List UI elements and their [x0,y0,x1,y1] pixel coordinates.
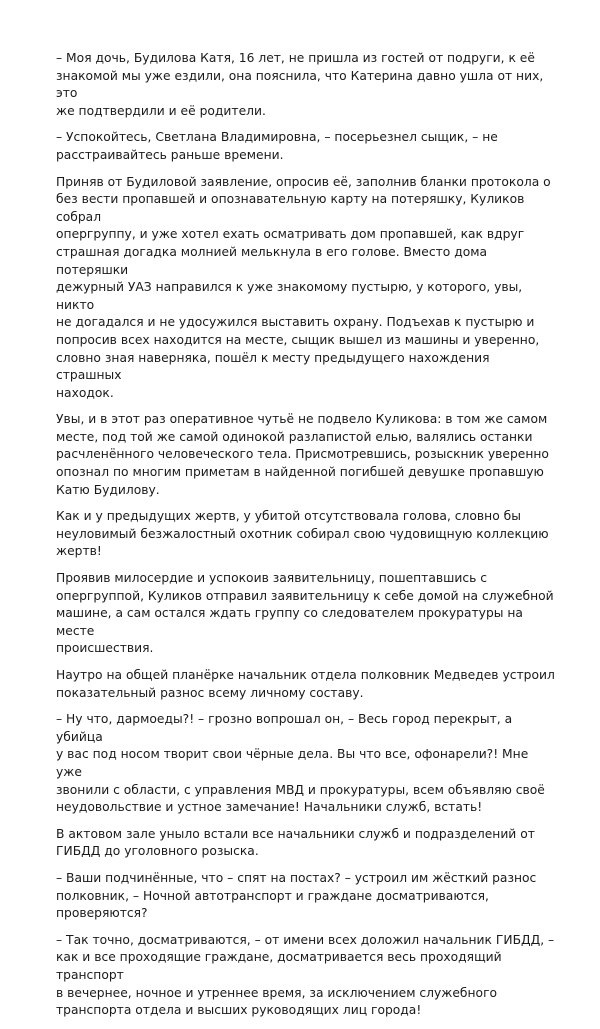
paragraph: – Ну что, дармоеды?! – грозно вопрошал он, – Весь город перекрыт, а убийца у вас под носом творит свои чёрные дела. Вы что все, офонарели?! Мне уже звонили с области, с управления МВД и прокуратуры, всем объявляю своё неудовольствие и устное замечание! Начальники служб, встать! [56,712,545,815]
paragraph: Как и у предыдущих жертв, у убитой отсутствовала голова, словно бы неуловимый безжалостный охотник собирал свою чудовищную коллекцию жертв! [56,509,549,559]
paragraph: – Так точно, досматриваются, – от имени всех доложил начальник ГИБДД, – как и все проходящие граждане, досматривается весь проходящий транспорт в вечернее, ночное и утреннее время, за исключением служебного транспорта отдела и высших руководящих лиц города! [56,932,555,1018]
paragraph: Наутро на общей планёрке начальник отдела полковник Медведев устроил показательный разнос всему личному составу. [56,668,555,700]
document-page [56,50,556,1029]
paragraph: – Моя дочь, Будилова Катя, 16 лет, не пришла из гостей от подруги, к её знакомой мы уже ездили, она пояснила, что Катерина давно ушла от них, это же подтвердили и её родители. [56,51,544,118]
paragraph: В актовом зале уныло встали все начальники служб и подразделений от ГИБДД до уголовного розыска. [56,826,535,859]
paragraph: Приняв от Будиловой заявление, опросив её, заполнив бланки протокола о без вести пропавшей и опознавательную карту на потеряшку, Куликов собрал опергруппу, и уже хотел ехать осматривать дом пропавшей, как вдруг страшная догадка молнией мелькнула в его голове. Вместо дома потеряшки дежурный УАЗ направился к уже знакомому пустырю, у которого, увы, никто не догадался и не удосужился выставить охрану. Подъехав к пустырю и попросив всех находится на месте, сыщик вышел из машины и уверенно, словно зная наверняка, пошёл к месту предыдущего нахождения страшных находок. [56,174,551,400]
paragraph: – Успокойтесь, Светлана Владимировна, – посерьезнел сыщик, – не расстраивайтесь раньше времени. [56,130,498,162]
paragraph: – Ваши подчинённые, что – спят на постах? – устроил им жёсткий разнос полковник, – Ночной автотранспорт и граждане досматриваются, проверяются? [56,870,537,921]
paragraph: Проявив милосердие и успокоив заявительницу, пошептавшись с опергруппой, Куликов отправил заявительницу к себе домой на служебной машине, а сам остался ждать группу со следователем прокуратуры на месте происшествия. [56,571,554,656]
paragraph: Увы, и в этот раз оперативное чутьё не подвело Куликова: в том же самом месте, под той же самой одинокой разлапистой елью, валялись останки расчленённого человеческого тела. Присмотревшись, розыскник уверенно опознал по многим приметам в найденной погибшей девушке пропавшую Катю Будилову. [56,412,549,497]
